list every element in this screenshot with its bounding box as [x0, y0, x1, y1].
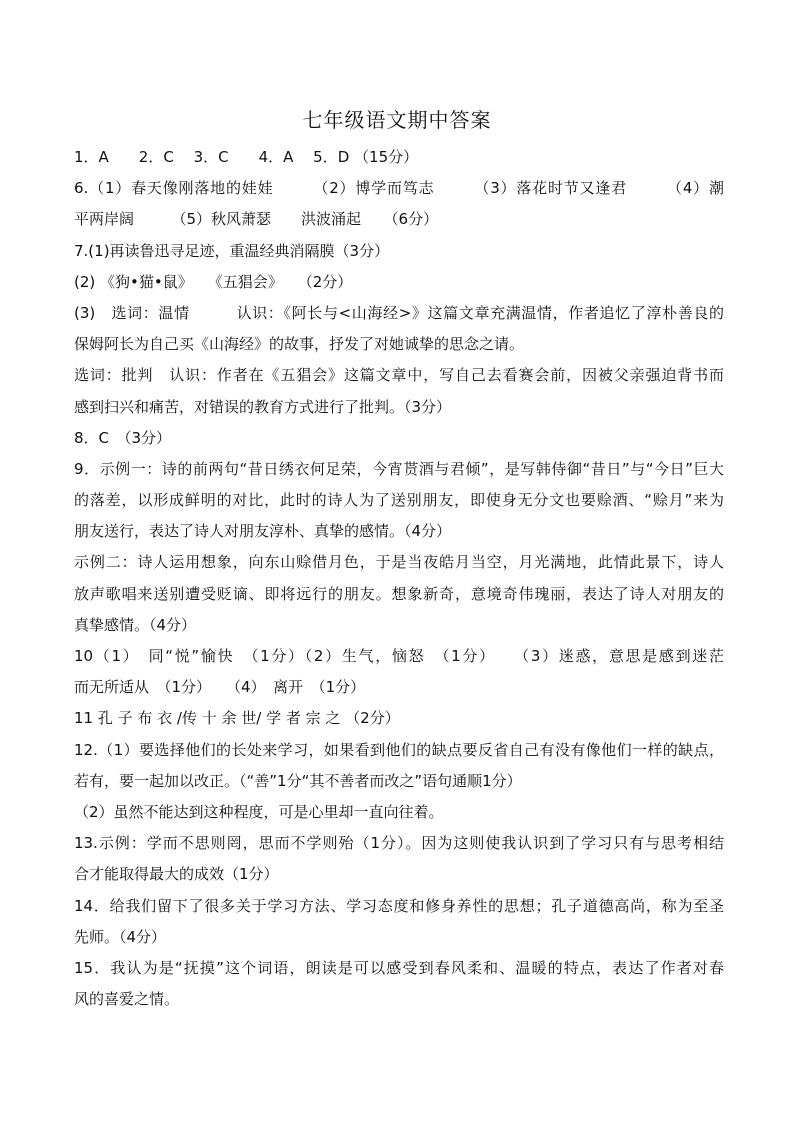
answer-line-q9-ex2-end: 真挚感情。（4分） — [74, 615, 197, 634]
answer-line-q11: 11 孔 子 布 衣 /传 十 余 世/ 学 者 宗 之 （2分） — [74, 709, 400, 728]
answer-line-q9-ex2-cont: 放声歌唱来送别遭受贬谪、即将远行的朋友。想象新奇，意境奇伟瑰丽，表达了诗人对朋友的 — [74, 584, 724, 603]
answer-line-q14-cont: 先师。（4分） — [74, 927, 167, 946]
answer-body — [74, 142, 724, 1015]
answer-line-q7-3-alt: 选词：批判 认识：作者在《五猖会》这篇文章中，写自己去看赛会前，因被父亲强迫背书而 — [74, 366, 724, 385]
answer-line-q10-cont: 而无所适从 （1分） （4） 离开 （1分） — [74, 678, 366, 697]
answer-line-q7-3-cont: 保姆阿长为自己买《山海经》的故事，抒发了对她诚挚的思念之请。 — [74, 335, 525, 354]
answer-line-q14: 14．给我们留下了很多关于学习方法、学习态度和修身养性的思想；孔子道德高尚，称为至圣 — [74, 896, 724, 915]
answer-line-q12-2: （2）虽然不能达到这种程度，可是心里却一直向往着。 — [74, 802, 444, 821]
answer-line-mc: 1．A 2．C 3．C 4．A 5．D （15分） — [74, 148, 419, 166]
answer-line-q9-ex2: 示例二：诗人运用想象，向东山赊借月色，于是当夜皓月当空，月光满地，此情此景下，诗人 — [74, 553, 724, 572]
answer-line-q9-ex1: 9．示例一：诗的前两句“昔日绣衣何足荣，今宵贳酒与君倾”，是写韩侍御“昔日”与“今日”巨大 — [74, 459, 724, 478]
answer-line-q8: 8．C （3分） — [74, 428, 172, 447]
answer-line-q7-3: (3) 选词：温情 认识：《阿长与<山海经>》这篇文章充满温情，作者追忆了淳朴善良的 — [74, 303, 724, 322]
answer-line-q6-cont: 平两岸阔 （5）秋风萧瑟 洪波涌起 （6分） — [74, 210, 439, 229]
answer-line-q15-cont: 风的喜爱之情。 — [74, 990, 180, 1009]
answer-line-q9-ex1-cont: 的落差，以形成鲜明的对比，此时的诗人为了送别朋友，即使身无分文也要赊酒、“赊月”来为 — [74, 491, 724, 510]
page-title: 七年级语文期中答案 — [302, 108, 492, 132]
answer-line-q7-1: 7.(1)再读鲁迅寻足迹，重温经典消隔膜（3分） — [74, 241, 390, 260]
answer-line-q12-1-cont: 若有，要一起加以改正。（“善”1分“其不善者而改之”语句通顺1分） — [74, 771, 522, 790]
answer-line-q13: 13.示例：学而不思则罔，思而不学则殆（1分）。因为这则使我认识到了学习只有与思考相结 — [74, 834, 724, 853]
answer-line-q9-ex1-end: 朋友送行，表达了诗人对朋友淳朴、真挚的感情。（4分） — [74, 522, 452, 541]
answer-line-q7-2: (2) 《狗•猫•鼠》 《五猖会》 （2分） — [74, 272, 353, 291]
answer-line-q7-3-alt-cont: 感到扫兴和痛苦，对错误的教育方式进行了批判。（3分） — [74, 397, 452, 416]
answer-line-q6: 6.（1）春天像刚落地的娃娃 （2）博学而笃志 （3）落花时节又逢君 （4）潮 — [74, 179, 724, 198]
answer-line-q10: 10（1） 同“悦”愉快 （1分）（2）生气，恼怒 （1分） （3）迷惑，意思是感到迷茫 — [74, 647, 724, 665]
answer-line-q12-1: 12.（1）要选择他们的长处来学习，如果看到他们的缺点要反省自己有没有像他们一样的缺点， — [74, 740, 724, 759]
answer-line-q15: 15．我认为是“抚摸”这个词语，朗读是可以感受到春风柔和、温暖的特点，表达了作者对春 — [74, 958, 724, 977]
answer-line-q13-cont: 合才能取得最大的成效（1分） — [74, 865, 279, 884]
